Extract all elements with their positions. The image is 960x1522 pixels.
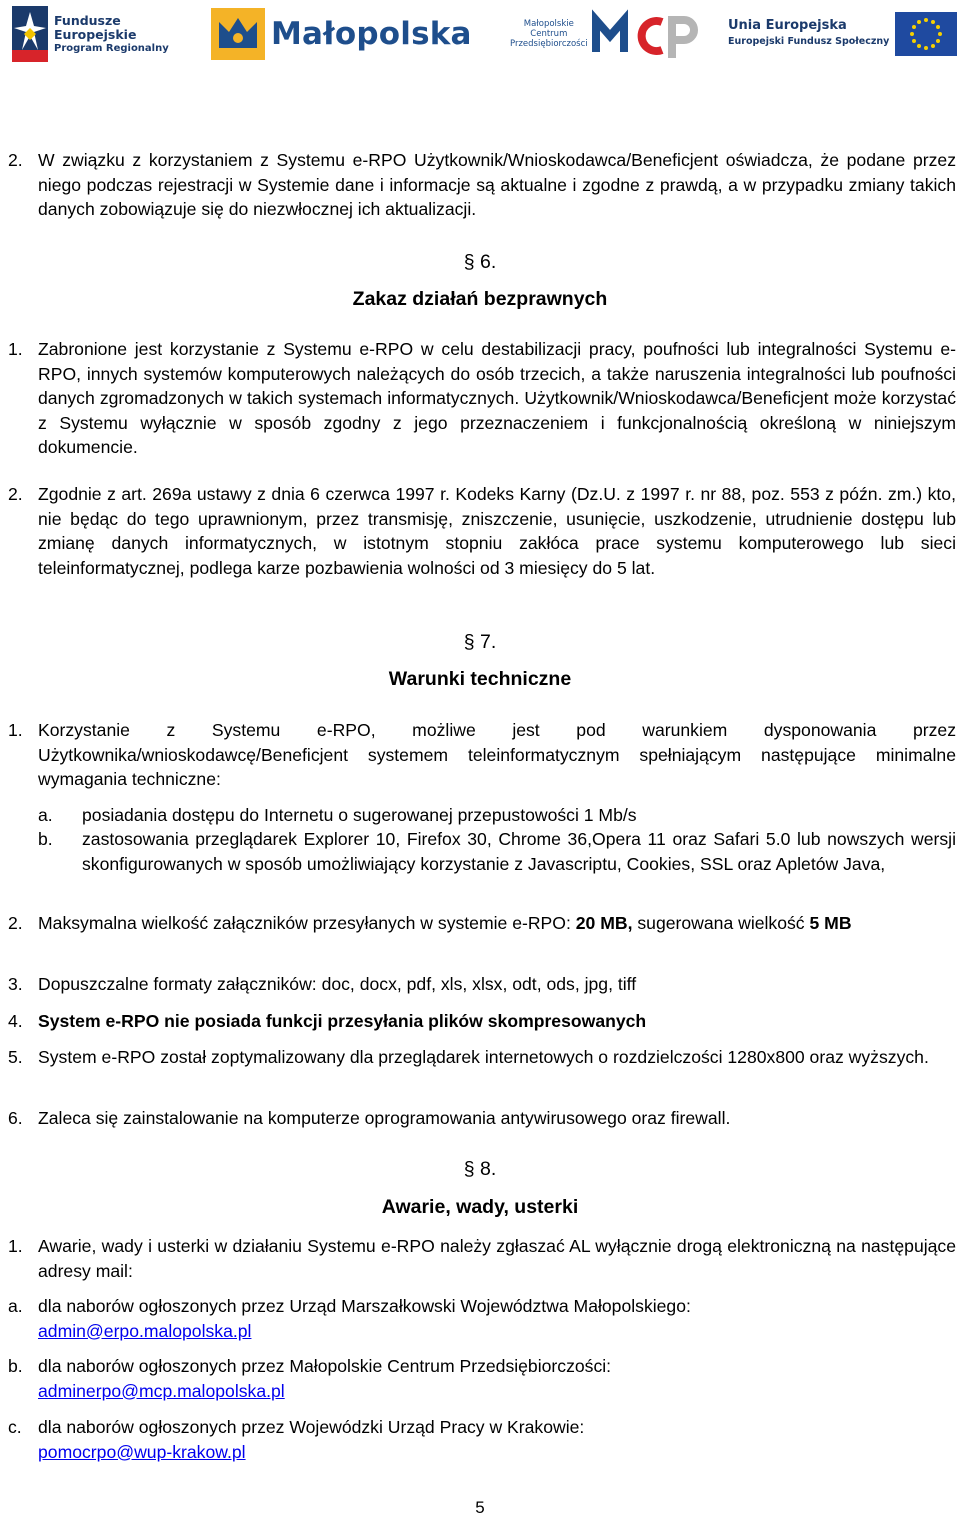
fe-star-icon — [12, 6, 48, 62]
page-number: 5 — [475, 1498, 485, 1517]
s7-item1-number: 1. — [8, 720, 23, 740]
s8-sub-b-letter: b. — [8, 1356, 23, 1376]
s8-sign: § 8. — [463, 1158, 497, 1180]
s7-item6-number: 6. — [8, 1108, 23, 1128]
mcp-line3: Przedsiębiorczości — [510, 39, 588, 49]
s7-item5-number: 5. — [8, 1047, 23, 1067]
s7-sign: § 7. — [463, 631, 497, 653]
s7-item2-text-a: Maksymalna wielkość załączników przesyłanych w systemie e-RPO: — [38, 913, 576, 933]
s7-item4-number: 4. — [8, 1011, 23, 1031]
fe-line2: Europejskie — [54, 26, 137, 42]
s7-item5-text: System e-RPO został zoptymalizowany dla przeglądarek internetowych o rozdzielczości 1280x800 oraz wyższych. — [38, 1047, 929, 1067]
mcp-line1: Małopolskie — [523, 19, 574, 29]
email-link-mcp[interactable]: adminerpo@mcp.malopolska.pl — [38, 1380, 285, 1401]
s8-sub-a-letter: a. — [8, 1296, 23, 1316]
s6-item1-text: Zabronione jest korzystanie z Systemu e-RPO w celu destabilizacji pracy, poufności lub integralności Systemu e-RPO, innych systemów komputerowych należących do osób trzecich, a także naruszenia integralności lub poufności danych zgromadzonych w takich systemach informatycznych. Użytkownik/Wnioskodawca/Beneficjent może korzystać z Systemu wyłącznie w sposób zgodny z jego przeznaczeniem i funkcjonalnością określoną w niniejszym dokumencie. — [38, 339, 956, 457]
s6-title: Zakaz działań bezprawnych — [352, 288, 608, 310]
s8-item1-text: Awarie, wady i usterki w działaniu Systemu e-RPO należy zgłaszać AL wyłącznie drogą elektroniczną na następujące adresy mail: — [38, 1236, 956, 1281]
mcp-letters-icon — [592, 6, 702, 62]
logo-fundusze-europejskie — [12, 4, 169, 64]
s8-title: Awarie, wady, usterki — [381, 1196, 579, 1218]
s8-sub-c-letter: c. — [8, 1417, 22, 1437]
s6-item2-number: 2. — [8, 484, 23, 504]
s7-item2-bold-suggested: 5 MB — [809, 913, 852, 933]
malopolska-text: Małopolska — [271, 16, 472, 52]
s8-sub-a-text: dla naborów ogłoszonych przez Urząd Marszałkowski Województwa Małopolskiego: — [38, 1296, 691, 1316]
s7-item2-bold-max: 20 MB, — [575, 913, 633, 933]
s8-sub-c — [38, 1415, 956, 1464]
s7-item6-text: Zaleca się zainstalowanie na komputerze oprogramowania antywirusowego oraz firewall. — [38, 1108, 731, 1128]
s8-sub-b-text: dla naborów ogłoszonych przez Małopolskie Centrum Przedsiębiorczości: — [38, 1356, 612, 1376]
logo-mcp — [510, 4, 702, 64]
s7-sub-a-letter: a. — [38, 805, 53, 825]
header-logos — [0, 0, 960, 72]
s7-item2-text-b: sugerowana wielkość — [632, 913, 810, 933]
s7-item3-text: Dopuszczalne formaty załączników: doc, docx, pdf, xls, xlsx, odt, ods, jpg, tiff — [38, 974, 637, 994]
s6-item2-text: Zgodnie z art. 269a ustawy z dnia 6 czerwca 1997 r. Kodeks Karny (Dz.U. z 1997 r. nr 88, poz. 553 z późn. zm.) kto, nie będąc do tego uprawnionym, przez transmisję, zniszczenie, usunięcie, uszkodzenie, utrudnienie dostępu lub zmianę danych informatycznych, w istotnym stopniu zakłóca prace systemu komputerowego lub sieci teleinformatycznej, podlega karze pozbawienia wolności od 3 miesięcy do 5 lat. — [38, 484, 956, 578]
s7-sub-a-text: posiadania dostępu do Internetu o sugerowanej przepustowości 1 Mb/s — [82, 805, 637, 825]
s7-sub-b-text: zastosowania przeglądarek Explorer 10, Firefox 30, Chrome 36,Opera 11 oraz Safari 5.0 lub nowszych wersji skonfigurowanych w sposób umożliwiający korzystanie z Javascriptu, Cookies, SSL oraz Apletów Java, — [82, 829, 956, 874]
s7-item3-number: 3. — [8, 974, 23, 994]
s7-title: Warunki techniczne — [388, 668, 572, 690]
s7-item4-text: System e-RPO nie posiada funkcji przesyłania plików skompresowanych — [38, 1011, 647, 1031]
s7-item1-text: Korzystanie z Systemu e-RPO, możliwe jest pod warunkiem dysponowania przez Użytkownika/wnioskodawcę/Beneficjent systemem teleinformatycznym spełniającym następujące minimalne wymagania techniczne: — [38, 720, 956, 789]
s7-sub-b-letter: b. — [38, 829, 53, 849]
s7-item2-number: 2. — [8, 913, 23, 933]
malopolska-crown-icon — [211, 8, 265, 60]
s6-sign: § 6. — [463, 251, 497, 273]
s5-item2-number: 2. — [8, 150, 23, 170]
fe-line3: Program Regionalny — [54, 42, 169, 54]
fe-line1: Fundusze — [54, 12, 121, 28]
s5-item2-text: W związku z korzystaniem z Systemu e-RPO Użytkownik/Wnioskodawca/Beneficjent oświadcza, że podane przez niego podczas rejestracji w Systemie dane i informacje są aktualne i zgodne z prawdą, a w przypadku zmiany takich danych zobowiązuje się do niezwłocznej ich aktualizacji. — [38, 150, 956, 219]
logo-unia-europejska — [728, 4, 957, 64]
s8-sub-c-text: dla naborów ogłoszonych przez Wojewódzki Urząd Pracy w Krakowie: — [38, 1417, 585, 1437]
s7-item2-text — [38, 911, 956, 936]
eu-flag-icon — [895, 12, 957, 56]
s8-sub-a — [38, 1294, 956, 1343]
ue-line2: Europejski Fundusz Społeczny — [728, 36, 890, 47]
email-link-wup[interactable]: pomocrpo@wup-krakow.pl — [38, 1441, 246, 1462]
email-link-umwm[interactable]: admin@erpo.malopolska.pl — [38, 1320, 252, 1341]
s6-item1-number: 1. — [8, 339, 23, 359]
logo-malopolska — [211, 4, 472, 64]
s8-sub-b — [38, 1354, 956, 1403]
ue-line1: Unia Europejska — [728, 18, 847, 33]
mcp-line2: Centrum — [530, 29, 568, 39]
s8-item1-number: 1. — [8, 1236, 23, 1256]
